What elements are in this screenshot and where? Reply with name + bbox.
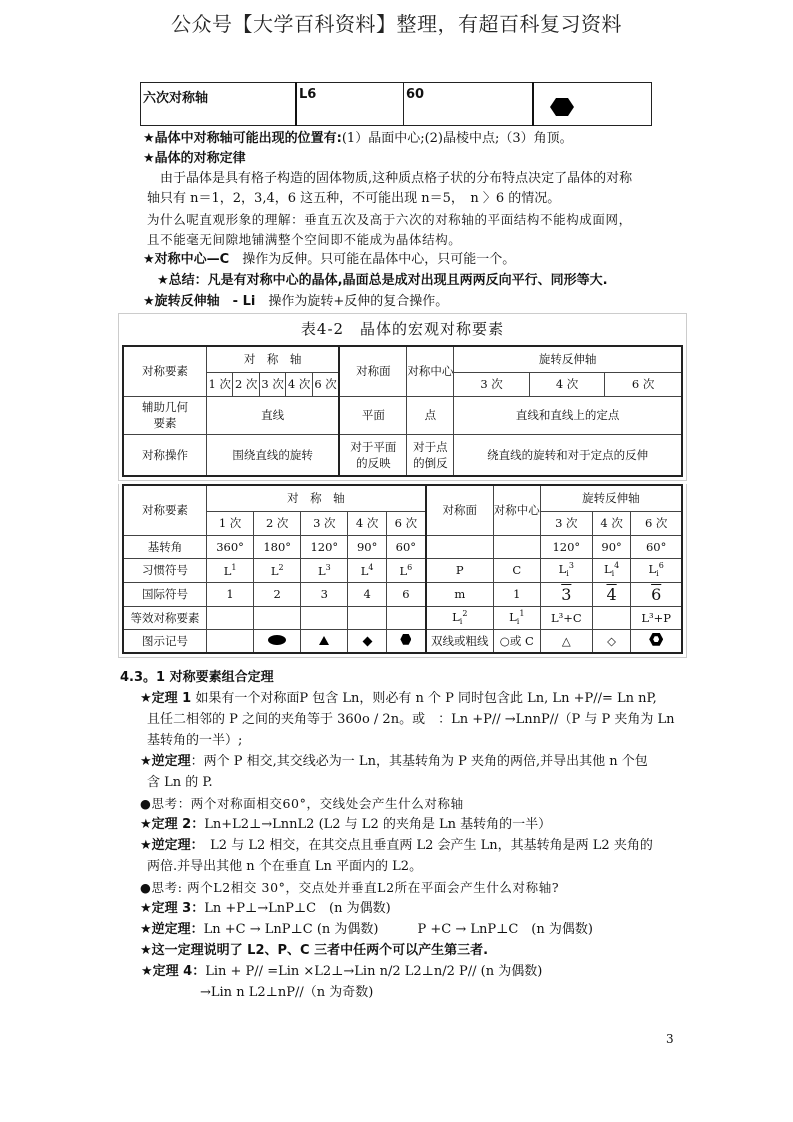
graphic-rotinv <box>631 629 682 653</box>
rotoinversion-line <box>143 293 448 311</box>
open-triangle-icon: △ <box>561 633 571 648</box>
theorem-2-label: ★定理 2： <box>140 817 205 832</box>
symbol-sup: 1 <box>231 562 237 572</box>
table-row <box>123 606 682 629</box>
intl-symbol: 6 <box>386 582 425 606</box>
theorem-1-line-2: 且任二相邻的 P 之间的夹角等于 360o / 2n。或 ：Ln +P// →LnnP//（P 与 P 夹角为 Ln <box>147 712 675 727</box>
header-element: 对称要素 <box>123 485 207 535</box>
rotinv-order: 6 次 <box>605 372 682 396</box>
equivalent-rotinv <box>592 606 631 629</box>
graphic-center: ○或 C <box>493 629 540 653</box>
habit-symbol <box>254 558 301 582</box>
macroscopic-symmetry-table-2 <box>118 484 687 658</box>
symbol-sub: i <box>459 617 463 627</box>
think-question-2: ●思考: 两个L2相交 30°，交点处并垂直L2所在平面会产生什么对称轴? <box>140 880 560 895</box>
habit-symbol-rotinv <box>540 558 592 582</box>
symbol-base: L <box>223 563 232 578</box>
intl-symbol: 1 <box>207 582 254 606</box>
graphic-rotinv <box>592 629 631 653</box>
intuitive-explanation-2: 且不能毫无间隙地铺满整个空间即不能成为晶体结构。 <box>147 232 462 247</box>
converse-1-label: ★逆定理 <box>140 754 191 769</box>
symbol-sup: 1 <box>519 608 525 618</box>
intuitive-explanation-1: 为什么呢直观形象的理解：垂直五次及高于六次的对称轴的平面结构不能构成面网， <box>147 212 632 227</box>
graphic-axis <box>348 629 387 653</box>
table-row <box>123 558 682 582</box>
equivalent-rotinv: L³+C <box>540 606 592 629</box>
base-angle-rotinv: 90° <box>592 535 631 558</box>
graphic-axis <box>301 629 348 653</box>
table-row <box>123 535 682 558</box>
converse-1-line-1 <box>140 753 648 771</box>
base-angle: 90° <box>348 535 387 558</box>
equivalent-axis <box>348 606 387 629</box>
equivalent-center <box>493 606 540 629</box>
axis-order: 2 次 <box>233 372 259 396</box>
symbol-sup: 2 <box>278 562 284 572</box>
filled-hexagon-icon <box>400 634 411 645</box>
symmetry-law-text-1: 由于晶体是具有格子构造的固体物质,这种质点格子状的分布特点决定了晶体的对称 <box>160 171 633 186</box>
base-angle: 60° <box>386 535 425 558</box>
op-rotinv: 绕直线的旋转和对于定点的反伸 <box>454 434 682 476</box>
theorem-3-label: ★定理 3： <box>140 901 205 916</box>
center-of-symmetry-line <box>143 251 515 269</box>
theorem-2-text: Ln+L2⊥→LnnL2 (L2 与 L2 的夹角是 Ln 基转角的一半） <box>204 817 552 832</box>
habit-symbol <box>348 558 387 582</box>
converse-2-text: L2 与 L2 相交，在其交点且垂直两 L2 会产生 Ln，其基转角是两 L2 夹角的 <box>197 838 653 853</box>
summary-line: ★总结：凡是有对称中心的晶体,晶面总是成对出现且两两反向平行、同形等大. <box>157 273 608 288</box>
symbol-sub: i <box>611 569 615 579</box>
axis-order: 6 次 <box>386 511 425 535</box>
intl-symbol-center: 1 <box>493 582 540 606</box>
habit-symbol-rotinv <box>592 558 631 582</box>
table-row <box>123 511 682 535</box>
axis-positions-line <box>143 130 573 148</box>
geom-axis: 直线 <box>207 396 340 434</box>
header-center: 对称中心 <box>493 485 540 535</box>
row-label: 基转角 <box>123 535 207 558</box>
symbol-sup: 3 <box>568 561 574 571</box>
op-plane: 对于平面的反映 <box>339 434 407 476</box>
habit-symbol-center: C <box>493 558 540 582</box>
converse-3-label: ★逆定理： <box>140 922 204 937</box>
op-center: 对于点的倒反 <box>407 434 454 476</box>
header-axis: 对 称 轴 <box>207 346 340 372</box>
rotinv-order: 4 次 <box>592 511 631 535</box>
equivalent-plane <box>426 606 494 629</box>
theorem-4-label: ★定理 4： <box>141 964 206 979</box>
symbol-sup: 4 <box>368 562 374 572</box>
page-number: 3 <box>666 1032 674 1046</box>
table-row <box>123 629 682 653</box>
table-caption: 表4-2 晶体的宏观对称要素 <box>300 320 505 338</box>
axis-order: 4 次 <box>286 372 312 396</box>
header-element: 对称要素 <box>123 346 207 396</box>
filled-hexagon-icon <box>550 98 574 116</box>
axis-order: 4 次 <box>348 511 387 535</box>
habit-symbol <box>301 558 348 582</box>
intl-symbol: 4 <box>348 582 387 606</box>
section-title: 4.3。1 对称要素组合定理 <box>120 670 274 685</box>
intl-symbol-rotinv <box>540 582 592 606</box>
filled-ellipse-icon <box>268 635 286 645</box>
symbol-base: L <box>603 562 612 577</box>
equivalent-axis <box>254 606 301 629</box>
theorem-4-line-2: →Lin n L2⊥nP//（n 为奇数) <box>200 985 374 1000</box>
theorem-4-line-1 <box>141 963 542 981</box>
six-fold-axis-row-table <box>140 82 652 126</box>
intl-symbol-rotinv <box>592 582 631 606</box>
symmetry-law-heading: ★晶体的对称定律 <box>143 151 246 166</box>
intl-symbol: 3 <box>301 582 348 606</box>
axis-order: 3 次 <box>259 372 285 396</box>
table-row <box>123 434 682 476</box>
symbol-sup: 3 <box>325 562 331 572</box>
document-header: 公众号【大学百科资料】整理，有超百科复习资料 <box>171 12 622 36</box>
row-label: 辅助几何要素 <box>123 396 207 434</box>
row-label: 对称操作 <box>123 434 207 476</box>
symbol-base: L <box>558 562 567 577</box>
rotoinversion-heading: ★旋转反伸轴 - Li <box>143 294 256 309</box>
graphic-axis <box>207 629 254 653</box>
converse-3-line <box>140 921 593 939</box>
converse-2-line-1 <box>140 837 653 855</box>
base-angle-plane <box>426 535 494 558</box>
rotoinversion-text: 操作为旋转+反伸的复合操作。 <box>255 294 449 309</box>
overbar-numeral: 6 <box>651 584 662 604</box>
symbol-base: L <box>270 563 279 578</box>
symbol-base: L <box>399 563 408 578</box>
geom-plane: 平面 <box>339 396 407 434</box>
symbol-sup: 2 <box>462 608 468 618</box>
axis-name-cell: 六次对称轴 <box>141 83 297 126</box>
symbol-sup: 6 <box>658 561 664 571</box>
think-question-1: ●思考：两个对称面相交60°，交线处会产生什么对称轴 <box>140 796 464 811</box>
habit-symbol <box>207 558 254 582</box>
theorem-1-line-3: 基转角的一半）; <box>147 733 243 748</box>
habit-symbol-rotinv <box>631 558 682 582</box>
hexagon-ring-icon <box>649 633 663 646</box>
habit-symbol <box>386 558 425 582</box>
habit-symbol-plane: P <box>426 558 494 582</box>
table-row <box>141 83 652 126</box>
header-rotinv: 旋转反伸轴 <box>540 485 682 511</box>
equivalent-rotinv: L³+P <box>631 606 682 629</box>
graphic-axis <box>386 629 425 653</box>
row-label: 国际符号 <box>123 582 207 606</box>
axis-order: 3 次 <box>301 511 348 535</box>
header-center: 对称中心 <box>407 346 454 396</box>
theorem-2-line <box>140 816 551 834</box>
table-row <box>123 396 682 434</box>
axis-positions-heading: ★晶体中对称轴可能出现的位置有: <box>143 131 342 146</box>
graphic-plane: 双线或粗线 <box>426 629 494 653</box>
theorem-3-line <box>140 900 391 918</box>
symbol-sup: 4 <box>614 561 620 571</box>
symbol-base: L <box>648 562 657 577</box>
theorem-1-line-1 <box>140 690 657 708</box>
center-of-symmetry-heading: ★对称中心—C <box>143 252 230 267</box>
symmetry-law-text-2: 轴只有 n＝1，2，3,4，6 这五种，不可能出现 n＝5， n 〉6 的情况。 <box>147 191 561 206</box>
row-label: 等效对称要素 <box>123 606 207 629</box>
symbol-base: L <box>452 609 460 624</box>
theorem-1-label: ★定理 1 <box>140 691 192 706</box>
converse-1-line-2: 含 Ln 的 P. <box>147 775 213 790</box>
axis-positions-text: (1）晶面中心;(2)晶棱中点;（3）角顶。 <box>341 131 573 146</box>
axis-order: 1 次 <box>207 372 233 396</box>
theorem-note: ★这一定理说明了 L2、P、C 三者中任两个可以产生第三者. <box>140 943 489 958</box>
macroscopic-symmetry-table-1 <box>118 313 687 481</box>
table-row <box>123 582 682 606</box>
header-plane: 对称面 <box>426 485 494 535</box>
base-angle-rotinv: 60° <box>631 535 682 558</box>
base-angle-rotinv: 120° <box>540 535 592 558</box>
geom-center: 点 <box>407 396 454 434</box>
rotinv-order: 3 次 <box>540 511 592 535</box>
overbar-numeral: 4 <box>606 584 617 604</box>
equivalent-axis <box>207 606 254 629</box>
table-row <box>123 485 682 511</box>
intl-symbol: 2 <box>254 582 301 606</box>
center-of-symmetry-text: 操作为反伸。只可能在晶体中心，只可能一个。 <box>229 252 516 267</box>
rotinv-order: 3 次 <box>454 372 530 396</box>
equivalent-axis <box>301 606 348 629</box>
open-diamond-icon: ◇ <box>607 633 617 648</box>
axis-order: 1 次 <box>207 511 254 535</box>
theorem-1-text: 如果有一个对称面P 包含 Ln，则必有 n 个 P 同时包含此 Ln, Ln +P//= Ln nP, <box>191 691 657 706</box>
axis-angle-cell: 60 <box>404 83 534 126</box>
base-angle-center <box>493 535 540 558</box>
converse-2-line-2: 两倍.并导出其他 n 个在垂直 Ln 平面内的 L2。 <box>147 859 423 874</box>
row-label: 图示记号 <box>123 629 207 653</box>
base-angle: 360° <box>207 535 254 558</box>
equivalent-axis <box>386 606 425 629</box>
base-angle: 180° <box>254 535 301 558</box>
converse-2-label: ★逆定理： <box>140 838 198 853</box>
rotinv-order: 6 次 <box>631 511 682 535</box>
op-axis: 围绕直线的旋转 <box>207 434 340 476</box>
intl-symbol-rotinv <box>631 582 682 606</box>
header-plane: 对称面 <box>339 346 407 396</box>
symbol-sub: i <box>516 617 520 627</box>
axis-order: 6 次 <box>312 372 339 396</box>
table-row <box>123 346 682 372</box>
axis-symbol-cell: L6 <box>296 83 404 126</box>
symbol-sub: i <box>656 569 659 579</box>
rotinv-order: 4 次 <box>529 372 605 396</box>
row-label: 习惯符号 <box>123 558 207 582</box>
axis-order: 2 次 <box>254 511 301 535</box>
header-axis: 对 称 轴 <box>207 485 426 511</box>
graphic-rotinv <box>540 629 592 653</box>
intl-symbol-plane: m <box>426 582 494 606</box>
header-rotinv: 旋转反伸轴 <box>454 346 682 372</box>
symbol-base: L <box>317 563 326 578</box>
symbol-base: L <box>360 563 369 578</box>
overbar-numeral: 3 <box>561 584 572 604</box>
symbol-sub: i <box>566 569 569 579</box>
axis-glyph-cell <box>533 83 652 126</box>
geom-rotinv: 直线和直线上的定点 <box>454 396 682 434</box>
symbol-sup: 6 <box>407 562 413 572</box>
filled-triangle-icon <box>319 636 329 645</box>
converse-3-text: Ln +C → LnP⊥C (n 为偶数) P +C → LnP⊥C (n 为偶数) <box>203 922 593 937</box>
theorem-4-text: Lin + P// =Lin ×L2⊥→Lin n/2 L2⊥n/2 P// (n 为偶数) <box>205 964 543 979</box>
converse-1-text: ：两个 P 相交,其交线必为一 Ln，其基转角为 P 夹角的两倍,并导出其他 n 个包 <box>190 754 648 769</box>
symbol-base: L <box>509 609 517 624</box>
base-angle: 120° <box>301 535 348 558</box>
graphic-axis <box>254 629 301 653</box>
filled-diamond-icon <box>362 636 372 646</box>
theorem-3-text: Ln +P⊥→LnP⊥C (n 为偶数) <box>204 901 391 916</box>
